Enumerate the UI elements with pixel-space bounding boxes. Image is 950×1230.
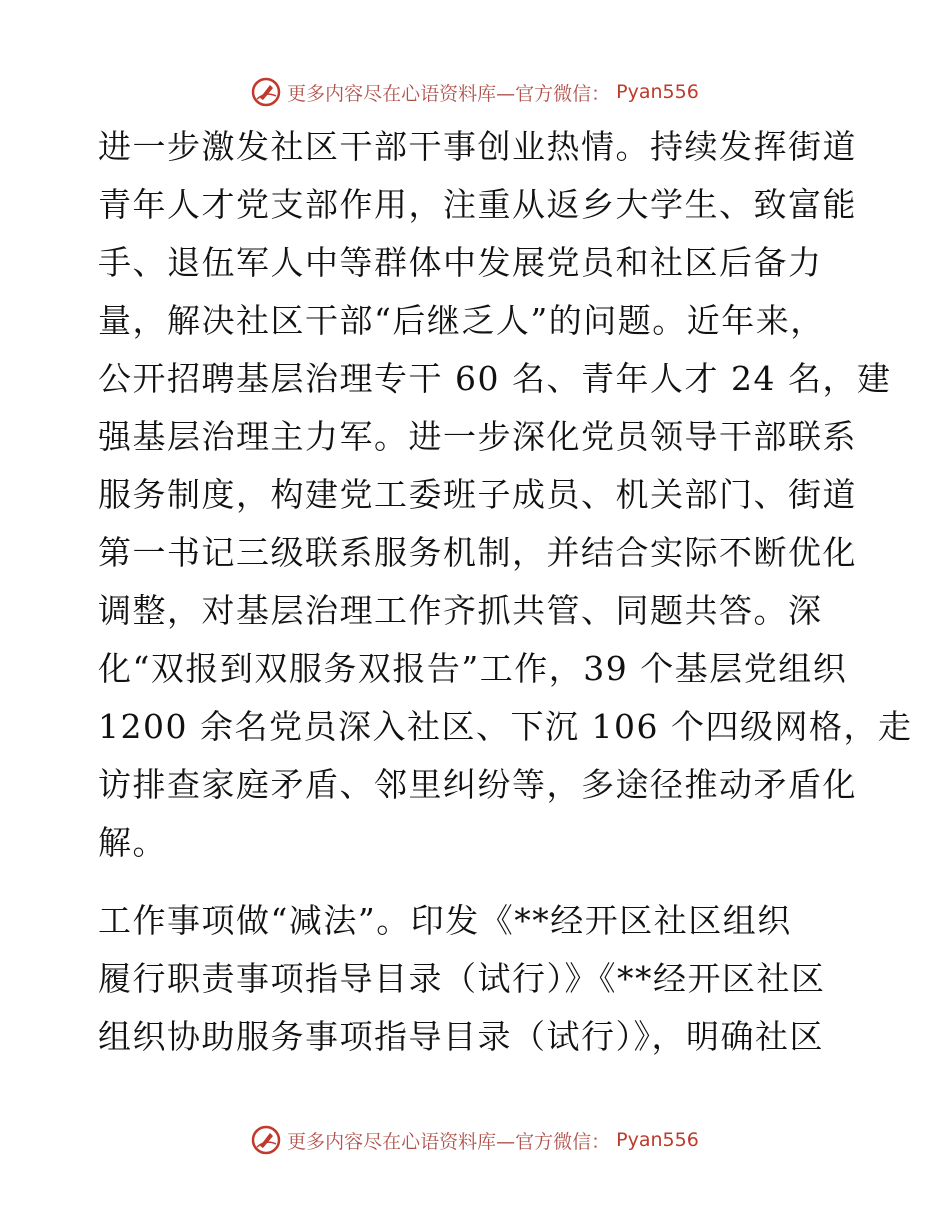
text-line: 1200 余名党员深入社区、下沉 106 个四级网格，走 <box>98 707 913 746</box>
watermark-text: 更多内容尽在心语资料库—官方微信： <box>287 82 611 105</box>
text-line: 量，解决社区干部“后继乏人”的问题。近年来， <box>98 301 825 340</box>
text-line: 青年人才党支部作用，注重从返乡大学生、致富能 <box>98 185 857 224</box>
pen-logo-icon <box>251 1125 281 1155</box>
watermark-text: 更多内容尽在心语资料库—官方微信： <box>287 1130 611 1153</box>
text-line: 调整，对基层治理工作齐抓共管、同题共答。深 <box>98 591 823 630</box>
paragraph-gap <box>98 872 858 892</box>
header-watermark <box>0 72 950 112</box>
text-line: 第一书记三级联系服务机制，并结合实际不断优化 <box>98 533 857 572</box>
footer-watermark <box>0 1120 950 1160</box>
paragraph-2 <box>98 892 858 1066</box>
watermark-account: Pyan556 <box>616 1129 699 1151</box>
text-line: 强基层治理主力军。进一步深化党员领导干部联系 <box>98 417 857 456</box>
document-body <box>98 118 913 1066</box>
text-line: 访排查家庭矛盾、邻里纠纷等，多途径推动矛盾化 <box>98 765 857 804</box>
text-line: 组织协助服务事项指导目录（试行）》，明确社区 <box>98 1017 824 1056</box>
paragraph-1 <box>98 118 913 872</box>
text-line: 公开招聘基层治理专干 60 名、青年人才 24 名，建 <box>98 359 892 398</box>
text-line: 解。 <box>98 823 167 862</box>
text-line: 工作事项做“减法”。印发《**经开区社区组织 <box>98 901 792 940</box>
text-line: 化“双报到双服务双报告”工作，39 个基层党组织 <box>98 649 848 688</box>
text-line: 手、退伍军人中等群体中发展党员和社区后备力 <box>98 243 823 282</box>
text-line: 进一步激发社区干部干事创业热情。持续发挥街道 <box>98 127 857 166</box>
pen-logo-icon <box>251 77 281 107</box>
text-line: 服务制度，构建党工委班子成员、机关部门、街道 <box>98 475 857 514</box>
text-line: 履行职责事项指导目录（试行）》《**经开区社区 <box>98 959 826 998</box>
watermark-account: Pyan556 <box>616 81 699 103</box>
